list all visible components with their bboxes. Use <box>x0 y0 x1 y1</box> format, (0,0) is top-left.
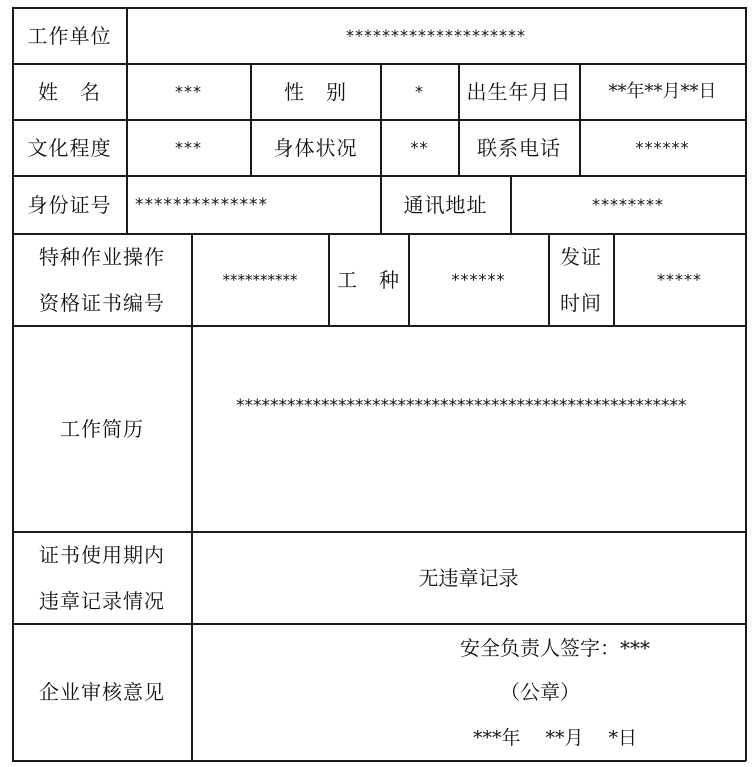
phone-value: ****** <box>635 137 690 157</box>
issue-date-value: ***** <box>657 269 702 289</box>
health-label: 身体状况 <box>273 135 358 160</box>
phone-label: 联系电话 <box>477 135 561 160</box>
gender-label: 性 别 <box>284 79 347 104</box>
cert-number-label-line1: 特种作业操作 <box>39 244 165 269</box>
education-value: *** <box>175 137 202 157</box>
gender-value: * <box>415 81 424 101</box>
name-label: 姓 名 <box>38 79 101 104</box>
safety-officer-signature: 安全负责人签字：*** <box>460 636 650 660</box>
cert-number-value: ********** <box>222 270 298 289</box>
id-number-value: ************** <box>135 194 268 215</box>
cert-number-label <box>13 234 191 325</box>
issue-date-label <box>549 234 613 325</box>
address-value: ******** <box>592 194 664 214</box>
issue-date-label-line1: 发证 <box>560 244 602 269</box>
issue-date-label-line2: 时间 <box>560 290 602 315</box>
name-value: *** <box>175 81 202 101</box>
trade-value: ****** <box>451 269 506 289</box>
company-review-label: 企业审核意见 <box>39 680 165 704</box>
birth-date-value: **年**月**日 <box>608 80 717 102</box>
company-seal: （公章） <box>500 680 580 704</box>
work-unit-value: ******************** <box>346 25 526 45</box>
work-history-value: ***************************************************** <box>236 396 687 416</box>
violation-record-label-line2: 违章记录情况 <box>39 588 165 613</box>
border-right <box>745 7 747 761</box>
trade-label: 工 种 <box>337 267 400 292</box>
review-date: ***年 **月 *日 <box>472 727 638 749</box>
id-number-label: 身份证号 <box>27 192 112 217</box>
violation-record-label <box>13 532 191 623</box>
health-value: ** <box>410 137 429 157</box>
work-history-label: 工作简历 <box>60 416 144 441</box>
violation-record-label-line1: 证书使用期内 <box>39 542 165 567</box>
birth-date-label: 出生年月日 <box>466 79 572 104</box>
address-label: 通讯地址 <box>403 192 488 217</box>
cert-number-label-line2: 资格证书编号 <box>39 290 165 315</box>
work-unit-label: 工作单位 <box>27 23 112 48</box>
education-label: 文化程度 <box>27 135 112 160</box>
violation-record-value: 无违章记录 <box>418 565 519 590</box>
